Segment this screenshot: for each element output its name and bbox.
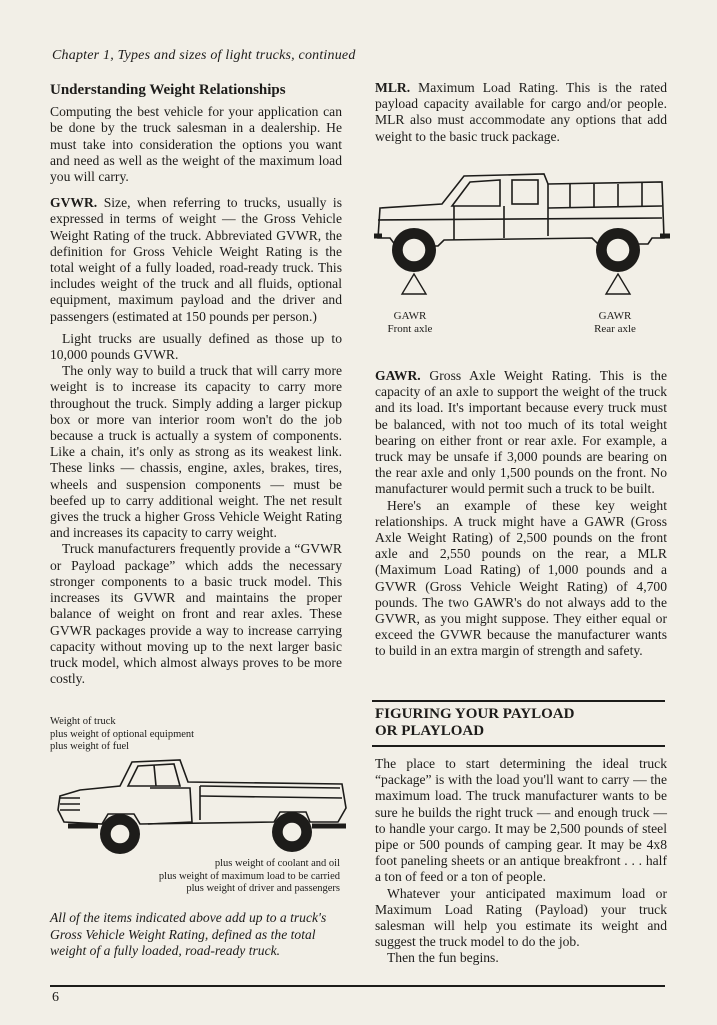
left-column	[50, 82, 342, 687]
whatever-paragraph: Whatever your anticipated maximum load or Maximum Load Rating (Payload) your truck salesman will help you estimate its weight and suggest the truck model to do the job.	[375, 885, 667, 950]
payload-paragraph: The place to start determining the ideal truck “package” is with the load you'll want to carry — the maximum load. The truck manufacturer wants to be sure he builds the right truck — and enough truck — to handle your cargo. It may be 2,500 pounds of steel pipe or 500 pounds of camping gear. It may be 4x8 foot paneling sheets or an antique breakfront . . . half a ton of feed or a ton of people.	[375, 756, 667, 885]
example-paragraph: Here's an example of these key weight relationships. A truck might have a GAWR (Gross Axle Weight Rating) of 2,500 pounds on the front axle and 2,550 pounds on the rear, a MLR (Maximum Load Rating) of 1,000 pounds and a GVWR (Gross Vehicle Weight Rating) of 4,700 pounds. The two GAWR's do not always add to the GVWR, as you might suppose. They either equal or exceed the GVWR because the manufacturer wants to build in an extra margin of strength and safety.	[375, 497, 667, 659]
mlr-paragraph: MLR. Maximum Load Rating. This is the rated payload capacity available for cargo and/or people. MLR also must accommodate any options that add weight to the basic truck package.	[375, 80, 667, 144]
only-way-paragraph: The only way to build a truck that will carry more weight is to increase its capacity to carry more throughout the truck. Simply adding a larger pickup box or more van interior room won't do the job because a truck is actually a system of components. Like a chain, it's only as strong as its weakest link. These links — chassis, engine, axles, brakes, tires, wheels and suspension components — must be beefed up to carry additional weight. The net result gives the truck a higher Gross Vehicle Weight Rating and increases its capacity to carry weight.	[50, 363, 342, 541]
gawr-front-label: GAWR Front axle	[387, 310, 433, 335]
mlr-block	[375, 80, 667, 151]
gawr-rear-label: GAWR Rear axle	[594, 310, 636, 335]
page-number: 6	[52, 990, 59, 1005]
intro-paragraph: Computing the best vehicle for your application can be done by the truck salesman in a dealership. He must take into consideration the options you want and need as well as the weight of the maximum load you will carry.	[50, 104, 342, 185]
pickup-truck-illustration	[50, 752, 350, 862]
figure-italic-caption: All of the items indicated above add up to a truck's Gross Vehicle Weight Rating, defined as the total weight of a fully loaded, road-ready truck.	[50, 910, 327, 958]
section-rule-top	[372, 700, 665, 702]
manufacturers-paragraph: Truck manufacturers frequently provide a “GVWR or Payload package” which adds the necessary stronger components to a basic truck model. This increases its GVWR and maintains the proper balance of weight on front and rear axles. These GVWR packages provide a way to increase carrying capacity without moving up to the next larger basic truck model, which almost always proves to be more costly.	[50, 541, 342, 687]
extended-cab-truck-illustration	[372, 170, 672, 305]
footer-rule	[50, 985, 665, 987]
section-heading-weight: Understanding Weight Relationships	[50, 82, 286, 98]
figure-caption-bottom: plus weight of coolant and oil plus weight of maximum load to be carried plus weight of driver and passengers	[158, 858, 340, 894]
gawr-block	[375, 368, 667, 660]
light-trucks-paragraph: Light trucks are usually defined as those up to 10,000 pounds GVWR.	[50, 330, 342, 363]
payload-block	[375, 756, 667, 967]
gvwr-paragraph: GVWR. Size, when referring to trucks, usually is expressed in terms of weight — the Gross Vehicle Weight Rating of the truck. Abbreviated GVWR, the definition for Gross Vehicle Weight Rating is the total weight of a fully loaded, road-ready truck. This includes weight of the truck and all fluids, optional equipment, maximum payload and the driver and passengers (estimated at 150 pounds per person.)	[50, 195, 342, 324]
figure-caption-top: Weight of truck plus weight of optional equipment plus weight of fuel	[50, 716, 195, 752]
gawr-paragraph: GAWR. Gross Axle Weight Rating. This is the capacity of an axle to support the weight of the truck and its load. It's important because every truck must be balanced, with not too much of its total weight bearing on either front or rear axle. For example, a truck may be unsafe if 3,000 pounds are bearing on the rear axle and only 1,500 pounds on the front. No manufacturer would permit such a truck to be built.	[375, 368, 667, 497]
fun-begins-paragraph: Then the fun begins.	[387, 950, 499, 966]
running-header: Chapter 1, Types and sizes of light trucks, continued	[52, 48, 356, 63]
section-rule-bottom	[372, 745, 665, 747]
payload-section-title: FIGURING YOUR PAYLOAD OR PLAYLOAD	[375, 706, 575, 739]
